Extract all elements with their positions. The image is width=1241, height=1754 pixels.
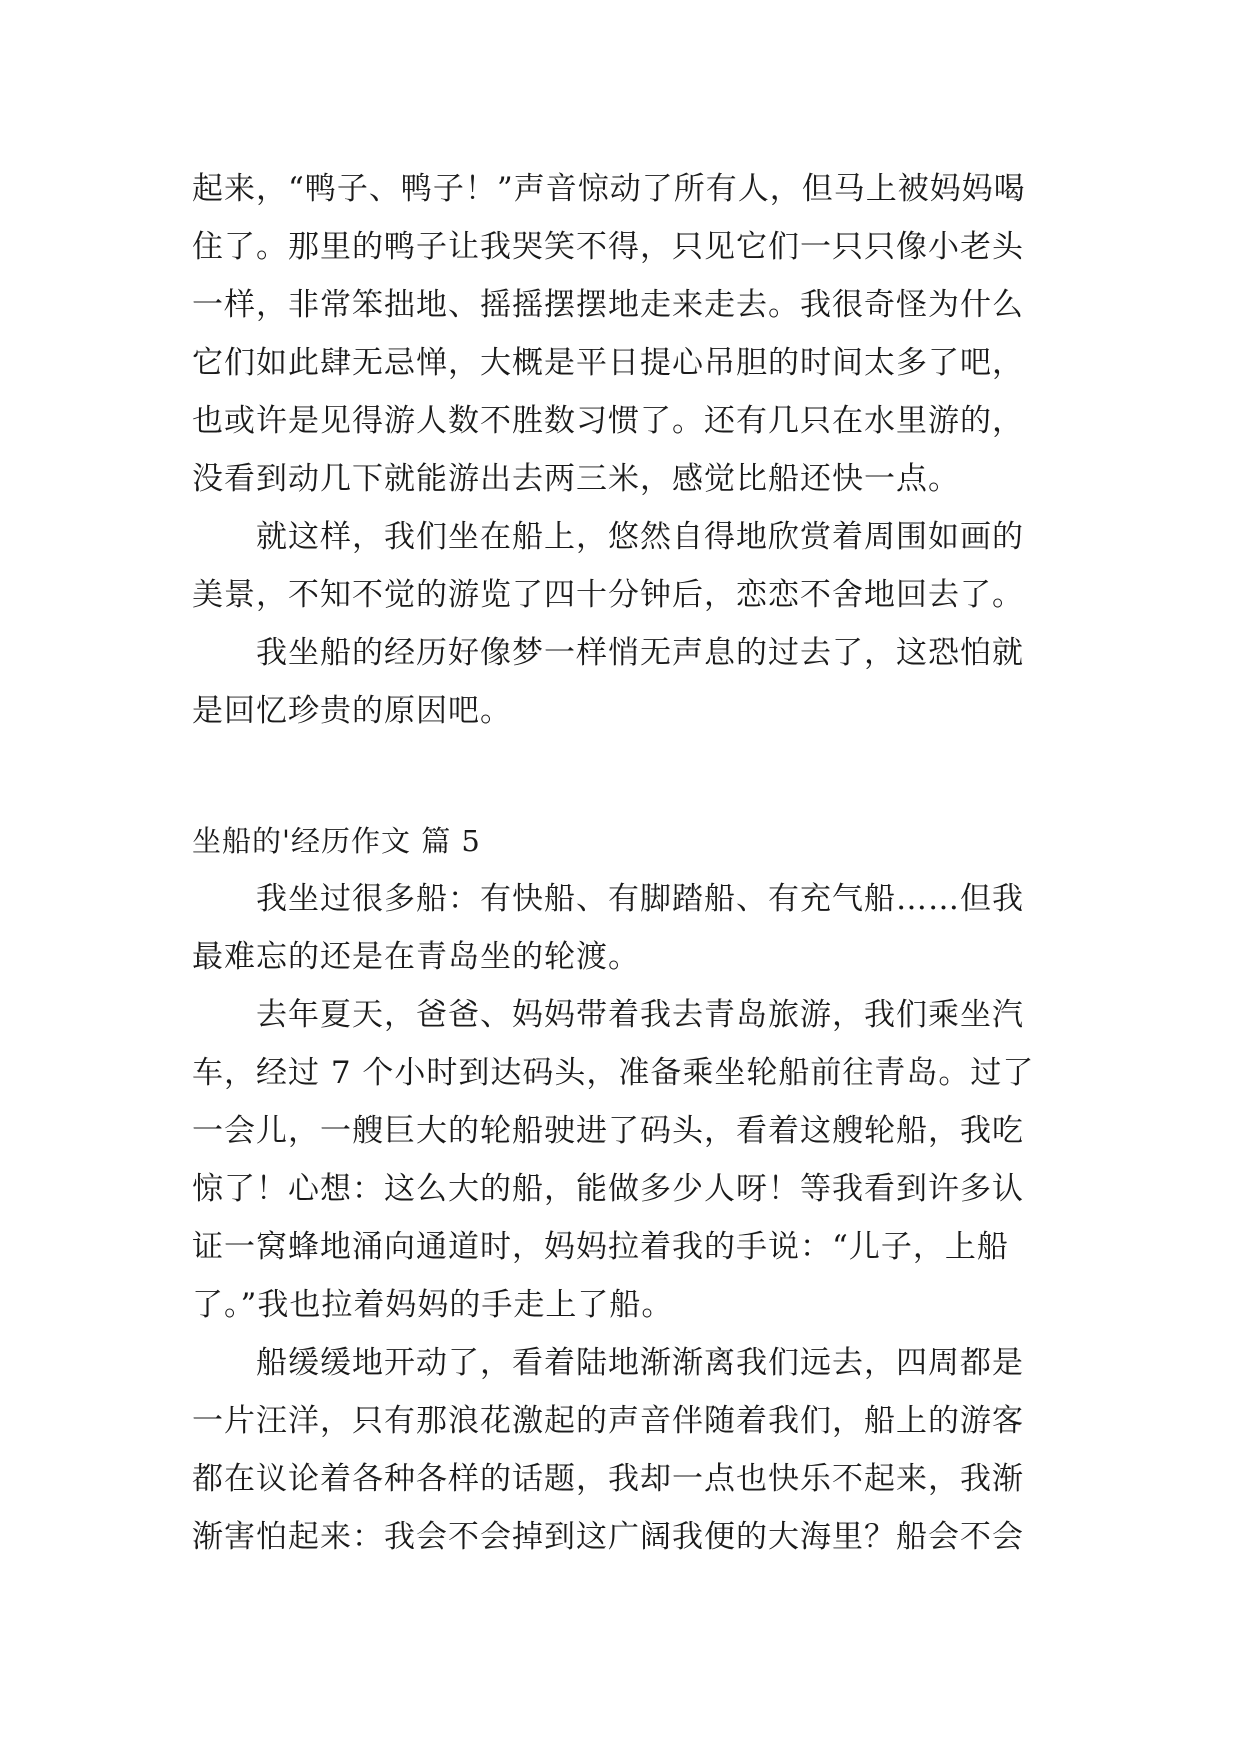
text-line: 我坐船的经历好像梦一样悄无声息的过去了，这恐怕就 [256,635,1024,671]
text-line: 一样，非常笨拙地、摇摇摆摆地走来走去。我很奇怪为什么 [192,287,1024,323]
paragraph-6 [192,1334,1072,1566]
text-line: 美景，不知不觉的游览了四十分钟后，恋恋不舍地回去了。 [192,577,1024,613]
section-gap [192,740,1072,812]
text-line: 也或许是见得游人数不胜数习惯了。还有几只在水里游的， [192,403,1024,439]
paragraph-2 [192,508,1072,624]
text-line: 车，经过 7 个小时到达码头，准备乘坐轮船前往青岛。过了 [192,1055,1035,1091]
paragraph-5 [192,986,1072,1334]
text-line: 都在议论着各种各样的话题，我却一点也快乐不起来，我渐 [192,1461,1024,1497]
text-line: 最难忘的还是在青岛坐的轮渡。 [192,939,640,975]
paragraph-4 [192,870,1072,986]
text-line: 一片汪洋，只有那浪花激起的声音伴随着我们，船上的游客 [192,1403,1024,1439]
text-line: 去年夏天，爸爸、妈妈带着我去青岛旅游，我们乘坐汽 [256,997,1024,1033]
text-line: 一会儿，一艘巨大的轮船驶进了码头，看着这艘轮船，我吃 [192,1113,1024,1149]
text-line: 渐害怕起来：我会不会掉到这广阔我便的大海里？船会不会 [192,1519,1024,1555]
text-line: 是回忆珍贵的原因吧。 [192,693,512,729]
text-line: 没看到动几下就能游出去两三米，感觉比船还快一点。 [192,461,960,497]
text-line: 我坐过很多船：有快船、有脚踏船、有充气船……但我 [256,881,1024,917]
text-line: 了。”我也拉着妈妈的手走上了船。 [192,1287,674,1323]
text-line: 它们如此肆无忌惮，大概是平日提心吊胆的时间太多了吧， [192,345,1024,381]
text-line: 船缓缓地开动了，看着陆地渐渐离我们远去，四周都是 [256,1345,1024,1381]
text-line: 起来，“鸭子、鸭子！”声音惊动了所有人，但马上被妈妈喝 [192,171,1026,207]
document-page [192,160,1072,1566]
text-line: 惊了！心想：这么大的船，能做多少人呀！等我看到许多认 [192,1171,1024,1207]
text-line: 就这样，我们坐在船上，悠然自得地欣赏着周围如画的 [256,519,1024,555]
paragraph-1 [192,160,1072,508]
text-line: 证一窝蜂地涌向通道时，妈妈拉着我的手说：“儿子，上船 [192,1229,1009,1265]
paragraph-3 [192,624,1072,740]
text-line: 住了。那里的鸭子让我哭笑不得，只见它们一只只像小老头 [192,229,1024,265]
section-heading: 坐船的'经历作文 篇 5 [192,824,481,858]
